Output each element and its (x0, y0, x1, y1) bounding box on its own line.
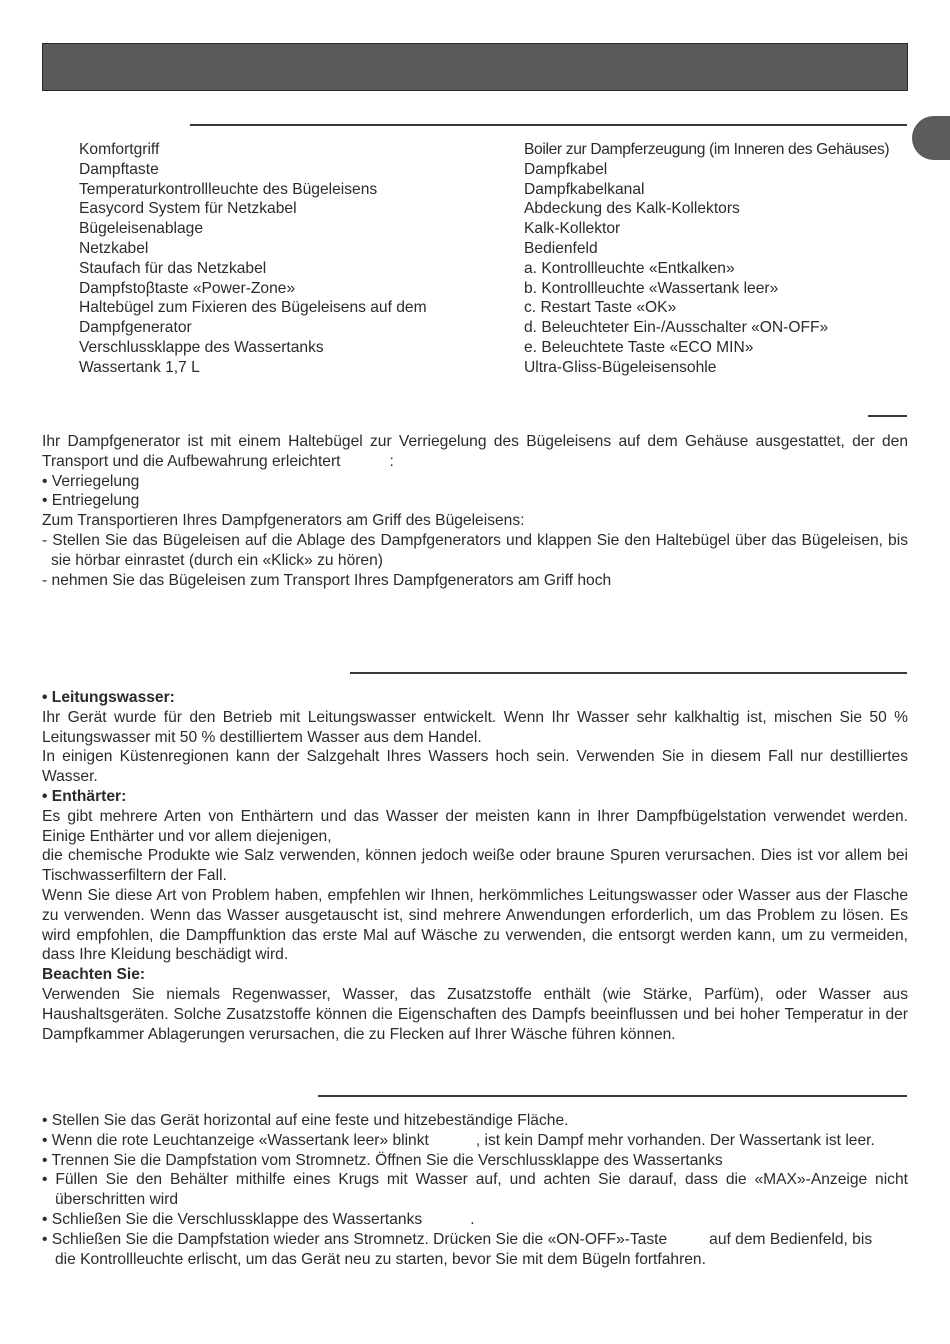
fill-step: • Schließen Sie die Dampfstation wieder ans Stromnetz. Drücken Sie die «ON-OFF»-Taste auf dem Bedienfeld, bis (42, 1230, 873, 1248)
softener-paragraph: Es gibt mehrere Arten von Enthärtern und das Wasser der meisten kann in Ihrer Dampfbügelstation verwendet werden. (42, 807, 908, 825)
list-item: Dampfkabelkanal (524, 180, 645, 198)
list-item: Temperaturkontrollleuchte des Bügeleisens (79, 180, 378, 198)
list-item: Haltebügel zum Fixieren des Bügeleisens auf dem (79, 299, 427, 317)
tap-water-paragraph: Ihr Gerät wurde für den Betrieb mit Leitungswasser entwickelt. Wenn Ihr Wasser sehr kalkhaltig ist, mischen Sie 50 % Leitungswasser mit 50 % destilliertem Wasser aus dem Handel. (42, 708, 908, 746)
note-heading: Beachten Sie: (42, 966, 146, 984)
tap-water-paragraph: In einigen Küstenregionen kann der Salzgehalt Ihres Wassers hoch sein. Verwenden Sie in diesem Fall nur destilliertes Wasser. (42, 748, 908, 786)
softener-paragraph: die chemische Produkte wie Salz verwenden, können jedoch weiße oder braune Spuren verursachen. Dies ist vor allem bei Tischwasserfiltern der Fall. (42, 847, 908, 885)
components-list-left (79, 140, 427, 378)
list-item: Netzkabel (79, 239, 149, 257)
list-item: Kalk-Kollektor (524, 220, 621, 238)
list-item: Abdeckung des Kalk-Kollektors (524, 200, 740, 218)
list-item: Verschlussklappe des Wassertanks (79, 338, 324, 356)
list-item: d. Beleuchteter Ein-/Ausschalter «ON-OFF» (524, 319, 829, 337)
lock-item: • Verriegelung (42, 472, 140, 490)
lock-section (42, 432, 908, 590)
list-item: Boiler zur Dampferzeugung (im Inneren des Gehäuses) (524, 141, 890, 158)
list-item: Bügeleisenablage (79, 220, 203, 238)
section-rule-components (190, 124, 907, 126)
list-item: Wassertank 1,7 L (79, 358, 200, 376)
list-item: Easycord System für Netzkabel (79, 200, 297, 218)
unlock-item: • Entriegelung (42, 492, 140, 510)
list-item: Dampfstoβtaste «Power-Zone» (79, 279, 296, 297)
water-section (42, 688, 908, 1044)
transport-step: - nehmen Sie das Bügeleisen zum Transport Ihres Dampfgenerators am Griff hoch (42, 571, 612, 589)
list-item: b. Kontrollleuchte «Wassertank leer» (524, 279, 779, 297)
softener-paragraph: Einige Enthärter und vor allem diejenigen, (42, 827, 332, 845)
list-item: Bedienfeld (524, 239, 598, 257)
list-item: Ultra-Gliss-Bügeleisensohle (524, 358, 717, 376)
list-item: Staufach für das Netzkabel (79, 259, 267, 277)
fill-step: • Füllen Sie den Behälter mithilfe eines Krugs mit Wasser auf, und achten Sie darauf, dass die «MAX»-Anzeige nicht überschritten wird (42, 1171, 908, 1209)
section-rule-fill (318, 1095, 907, 1097)
softener-heading: • Enthärter: (42, 787, 127, 805)
list-item: Dampfgenerator (79, 319, 192, 337)
softener-paragraph: Wenn Sie diese Art von Problem haben, empfehlen wir Ihnen, herkömmliches Leitungswasser oder Wasser aus der Flasche zu verwenden. Wenn das Wasser ausgetauscht ist, sind mehrere Anwendungen erforderlich, um das Problem zu lösen. Es wird empfohlen, die Dampffunktion das erste Mal auf Wäsche zu verwenden, die entsorgt werden kann, um zu vermeiden, dass Ihre Kleidung beschädigt wird. (42, 886, 908, 964)
list-item: c. Restart Taste «OK» (524, 299, 677, 317)
fill-step: • Wenn die rote Leuchtanzeige «Wassertank leer» blinkt , ist kein Dampf mehr vorhanden. Der Wassertank ist leer. (42, 1131, 875, 1149)
tap-water-heading: • Leitungswasser: (42, 689, 175, 706)
list-item: Dampftaste (79, 160, 159, 178)
lock-intro-line2: Transport und die Aufbewahrung erleichtert : (42, 452, 394, 470)
list-item: Komfortgriff (79, 141, 160, 158)
fill-step: die Kontrollleuchte erlischt, um das Gerät neu zu starten, bevor Sie mit dem Bügeln fortfahren. (55, 1250, 706, 1268)
section-rule-lock (868, 415, 907, 417)
language-tab (912, 116, 950, 160)
fill-step: • Schließen Sie die Verschlussklappe des Wassertanks . (42, 1210, 475, 1228)
transport-step: - Stellen Sie das Bügeleisen auf die Ablage des Dampfgenerators und klappen Sie den Haltebügel über das Bügeleisen, bis sie hörbar einrastet (durch ein «Klick» zu hören) (42, 531, 908, 569)
components-list-right (524, 140, 889, 378)
lock-intro-line1: Ihr Dampfgenerator ist mit einem Haltebügel zur Verriegelung des Bügeleisens auf dem Gehäuse ausgestattet, der den (42, 433, 908, 450)
list-item: e. Beleuchtete Taste «ECO MIN» (524, 338, 754, 356)
fill-step: • Stellen Sie das Gerät horizontal auf eine feste und hitzebeständige Fläche. (42, 1112, 569, 1129)
list-item: a. Kontrollleuchte «Entkalken» (524, 259, 735, 277)
fill-step: • Trennen Sie die Dampfstation vom Stromnetz. Öffnen Sie die Verschlussklappe des Wassertanks (42, 1151, 723, 1169)
transport-heading: Zum Transportieren Ihres Dampfgenerators am Griff des Bügeleisens: (42, 512, 525, 530)
header-bar (42, 43, 908, 91)
list-item: Dampfkabel (524, 160, 608, 178)
fill-section (42, 1111, 908, 1269)
note-paragraph: Verwenden Sie niemals Regenwasser, Wasser, das Zusatzstoffe enthält (wie Stärke, Parfüm), oder Wasser aus Haushaltsgeräten. Solche Zusatzstoffe können die Eigenschaften des Dampfs beeinflussen und bei hoher Temperatur in der Dampfkammer Ablagerungen verursachen, die zu Flecken auf Ihrer Wäsche führen können. (42, 985, 908, 1043)
section-rule-water (350, 672, 907, 674)
